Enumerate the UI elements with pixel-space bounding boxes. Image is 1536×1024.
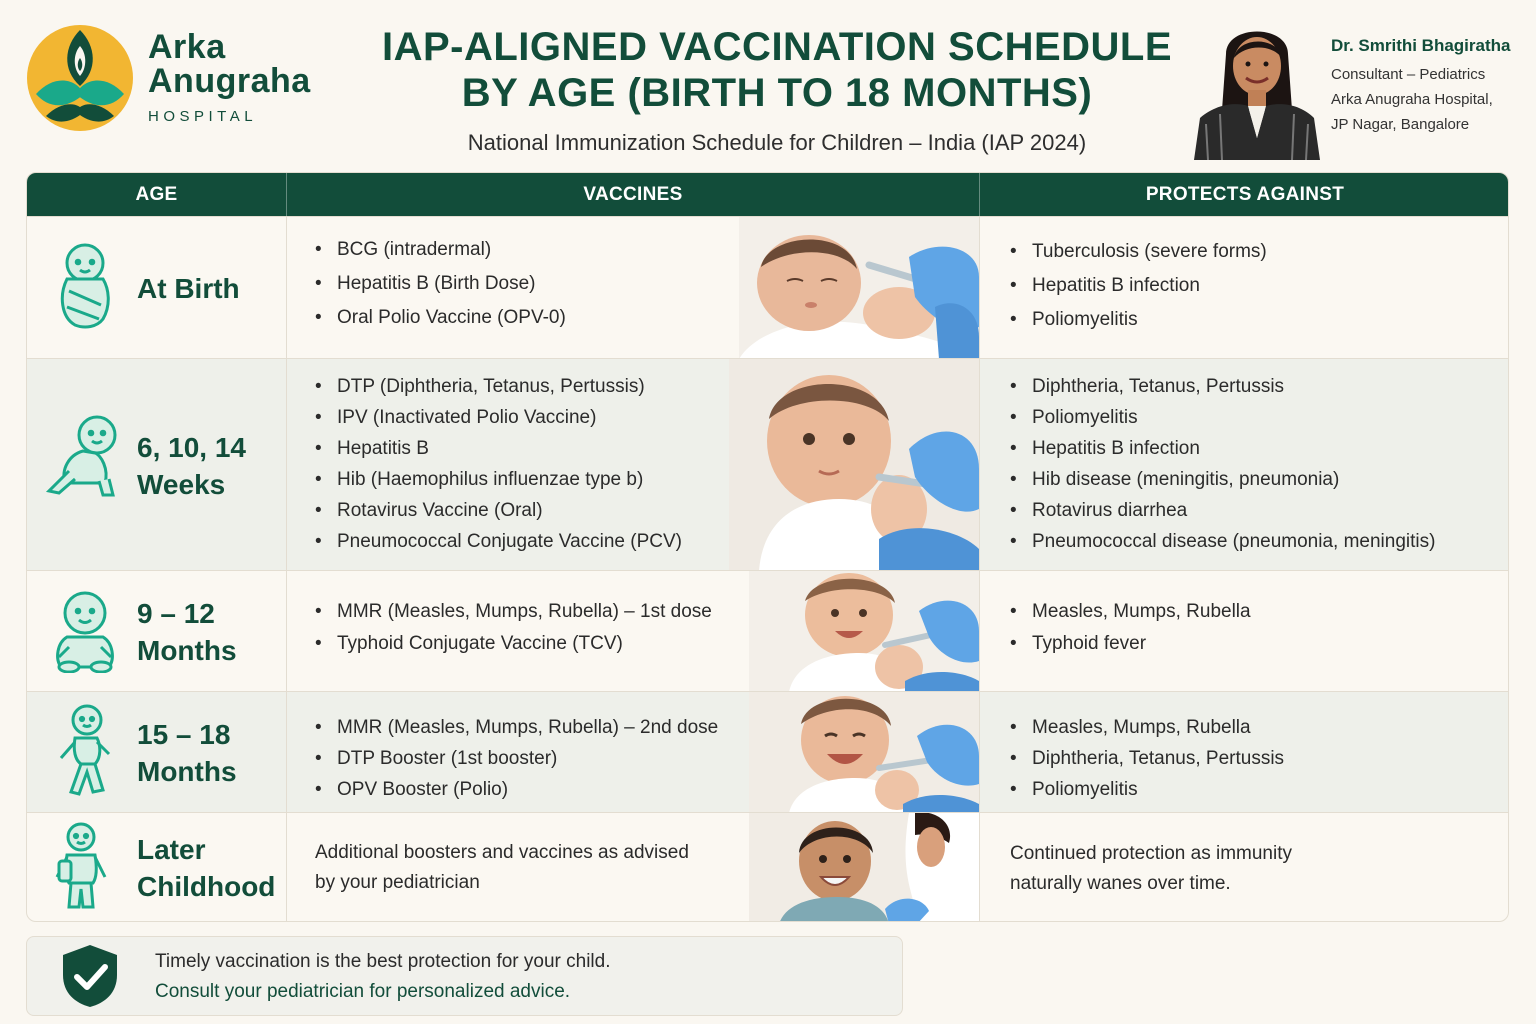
list-item: • MMR (Measles, Mumps, Rubella) – 1st dose (315, 601, 712, 623)
protects-cell (980, 217, 1509, 358)
age-label (137, 831, 275, 905)
doctor-title: Consultant – Pediatrics (1331, 66, 1486, 83)
footer-note (26, 936, 903, 1016)
walking-toddler-icon (51, 704, 121, 803)
list-item: • OPV Booster (Polio) (315, 779, 718, 801)
header-vaccines: VACCINES (287, 173, 980, 216)
table-header (27, 173, 1508, 216)
hospital-logo (26, 24, 134, 132)
age-cell (27, 813, 287, 922)
protects-note-line-1: Continued protection as immunity (1010, 843, 1292, 864)
vaccines-note-line-1: Additional boosters and vaccines as advised (315, 842, 689, 863)
table-row-9-12-months (27, 570, 1508, 691)
swaddled-baby-icon (45, 239, 125, 334)
footer-line-2: Consult your pediatrician for personalized advice. (155, 981, 571, 1002)
protects-list (1010, 717, 1284, 801)
protects-note (1010, 839, 1292, 899)
vaccines-cell (287, 692, 980, 812)
list-item: • MMR (Measles, Mumps, Rubella) – 2nd dose (315, 717, 718, 739)
header-protects-against: PROTECTS AGAINST (1145, 184, 1345, 205)
protects-cell (980, 813, 1509, 922)
doctor-location: JP Nagar, Bangalore (1331, 116, 1470, 133)
brand-line-3: HOSPITAL (148, 108, 258, 125)
sitting-baby-icon (45, 589, 125, 678)
list-item: • Hib (Haemophilus influenzae type b) (315, 469, 682, 491)
footer-line-1: Timely vaccination is the best protection for your child. (155, 951, 611, 972)
age-cell (27, 692, 287, 812)
title-line-1: IAP-ALIGNED VACCINATION SCHEDULE (381, 25, 1173, 69)
vaccines-list (315, 376, 682, 553)
vaccines-list (315, 717, 718, 801)
list-item: • Diphtheria, Tetanus, Pertussis (1010, 376, 1435, 398)
title-line-2: BY AGE (BIRTH TO 18 MONTHS) (461, 71, 1093, 115)
age-label-line-2: Months (137, 635, 237, 666)
age-label (137, 429, 246, 503)
child-icon (51, 821, 111, 916)
protects-list (1010, 601, 1251, 655)
list-item: • Pneumococcal disease (pneumonia, meningitis) (1010, 531, 1435, 553)
vaccines-cell (287, 359, 980, 570)
page-title (370, 24, 1184, 156)
protects-note-line-2: naturally wanes over time. (1010, 873, 1231, 894)
brand-line-1: Arka (148, 28, 226, 66)
vaccines-note-line-2: by your pediatrician (315, 872, 480, 893)
list-item: • Typhoid fever (1010, 633, 1251, 655)
table-row-6-10-14-weeks (27, 358, 1508, 570)
protects-cell (980, 571, 1509, 691)
shield-check-icon (61, 943, 119, 1014)
age-label (137, 595, 237, 669)
age-label-line-1: At Birth (137, 273, 240, 304)
brand-name (148, 30, 311, 125)
list-item: • Hepatitis B infection (1010, 438, 1435, 460)
protects-cell (980, 359, 1509, 570)
list-item: • Rotavirus Vaccine (Oral) (315, 500, 682, 522)
age-cell (27, 359, 287, 570)
list-item: • IPV (Inactivated Polio Vaccine) (315, 407, 682, 429)
list-item: • Hepatitis B (Birth Dose) (315, 273, 566, 295)
list-item: • Diphtheria, Tetanus, Pertussis (1010, 748, 1284, 770)
age-label-line-2: Months (137, 756, 237, 787)
table-row-at-birth (27, 216, 1508, 358)
age-label-line-1: 15 – 18 (137, 719, 231, 750)
list-item: • Tuberculosis (severe forms) (1010, 241, 1267, 263)
list-item: • Typhoid Conjugate Vaccine (TCV) (315, 633, 712, 655)
list-item: • Hepatitis B (315, 438, 682, 460)
brand-line-2: Anugraha (148, 62, 311, 100)
baby-vaccination-photo (749, 571, 979, 691)
list-item: • Poliomyelitis (1010, 779, 1284, 801)
age-label (137, 270, 240, 307)
list-item: • Pneumococcal Conjugate Vaccine (PCV) (315, 531, 682, 553)
header-age: AGE (27, 173, 287, 216)
list-item: • Hepatitis B infection (1010, 275, 1267, 297)
schedule-table (26, 172, 1509, 922)
age-cell (27, 217, 287, 358)
age-label-line-2: Childhood (137, 871, 276, 902)
vaccines-cell (287, 571, 980, 691)
list-item: • Rotavirus diarrhea (1010, 500, 1435, 522)
age-label-line-1: 9 – 12 (137, 598, 215, 629)
list-item: • Poliomyelitis (1010, 309, 1267, 331)
crawling-baby-icon (39, 411, 129, 506)
infant-vaccination-photo (729, 359, 979, 570)
vaccines-note (315, 838, 689, 898)
toddler-vaccination-photo (749, 692, 979, 812)
list-item: • Measles, Mumps, Rubella (1010, 601, 1251, 623)
doctor-photo (1186, 14, 1328, 160)
age-label (137, 716, 237, 790)
list-item: • BCG (intradermal) (315, 239, 566, 261)
protects-list (1010, 376, 1435, 553)
doctor-info (1331, 36, 1510, 137)
list-item: • Hib disease (meningitis, pneumonia) (1010, 469, 1435, 491)
table-row-15-18-months (27, 691, 1508, 812)
vaccines-cell (287, 217, 980, 358)
page-subtitle: National Immunization Schedule for Children – India (IAP 2024) (467, 130, 1087, 155)
list-item: • Oral Polio Vaccine (OPV-0) (315, 307, 566, 329)
age-label-line-1: 6, 10, 14 (137, 432, 246, 463)
age-cell (27, 571, 287, 691)
list-item: • Poliomyelitis (1010, 407, 1435, 429)
vaccines-list (315, 601, 712, 655)
doctor-hospital: Arka Anugraha Hospital, (1331, 91, 1493, 108)
list-item: • DTP Booster (1st booster) (315, 748, 718, 770)
age-label-line-2: Weeks (137, 469, 226, 500)
table-row-later-childhood (27, 812, 1508, 922)
child-vaccination-photo (749, 813, 979, 922)
age-label-line-1: Later (137, 834, 206, 865)
vaccines-list (315, 239, 566, 329)
vaccines-cell (287, 813, 980, 922)
protects-cell (980, 692, 1509, 812)
newborn-vaccination-photo (739, 217, 979, 358)
list-item: • DTP (Diphtheria, Tetanus, Pertussis) (315, 376, 682, 398)
list-item: • Measles, Mumps, Rubella (1010, 717, 1284, 739)
doctor-name: Dr. Smrithi Bhagiratha (1331, 36, 1511, 55)
protects-list (1010, 241, 1267, 331)
